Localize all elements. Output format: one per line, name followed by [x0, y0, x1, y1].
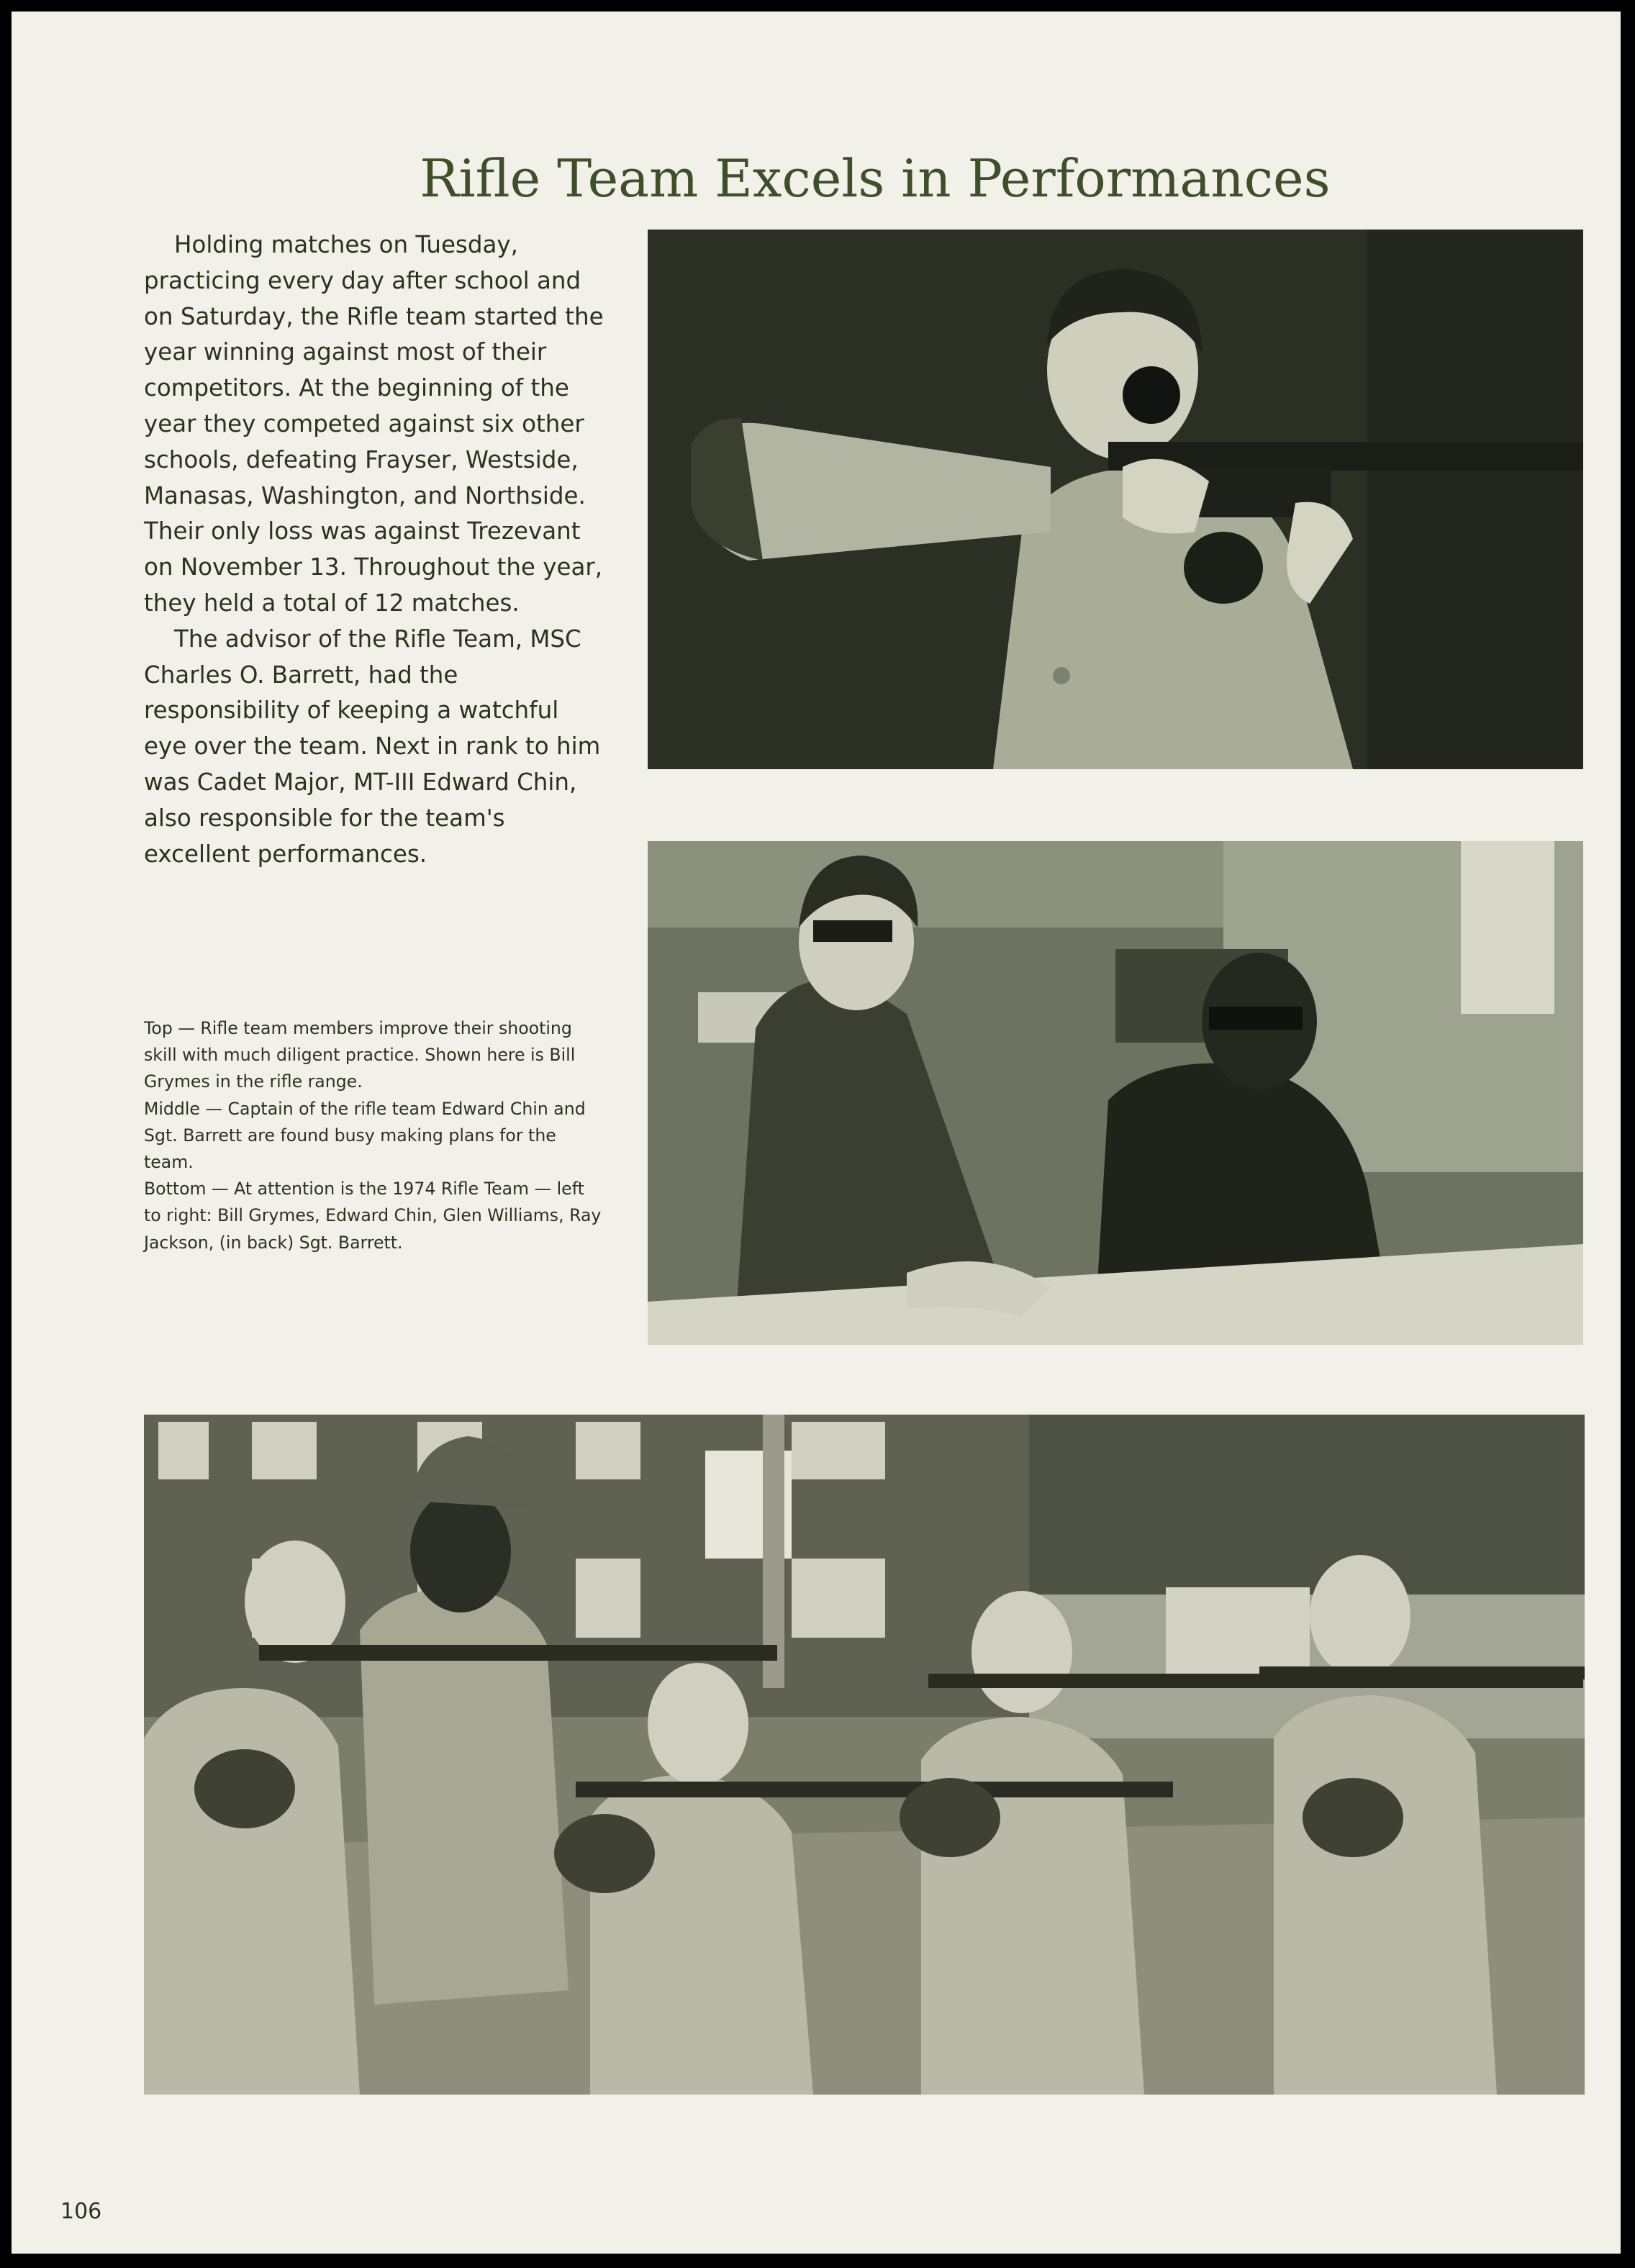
caption-bottom: Bottom — At attention is the 1974 Rifle Team — left to right: Bill Grymes, Edward Chin, Glen Williams, Ray Jackson, (in back) Sgt. Barrett. — [144, 1179, 602, 1253]
photo-planning-session — [648, 841, 1583, 1345]
photo-shooter-illustration — [648, 230, 1583, 769]
caption-middle: Middle — Captain of the rifle team Edward Chin and Sgt. Barrett are found busy making plans for the team. — [144, 1098, 586, 1173]
page-title: Rifle Team Excels in Performances — [420, 148, 1331, 209]
photo-team-illustration — [144, 1415, 1585, 2095]
photo-team-at-attention — [144, 1415, 1585, 2095]
caption-top: Top — Rifle team members improve their shooting skill with much diligent practice. Shown here is Bill Grymes in the rifle range. — [144, 1018, 576, 1092]
photo-shooter-aiming — [648, 230, 1583, 769]
article-paragraph: Holding matches on Tuesday, practicing every day after school and on Saturday, the Rifle team started the year winning against most of their competitors. At the beginning of the year they competed against six other schools, defeating Frayser, Westside, Manasas, Washington, and Northside. Their only loss was against Trezevant on November 13. Throughout the year, they held a total of 12 matches. — [144, 231, 604, 617]
page-number: 106 — [60, 2199, 102, 2224]
article-paragraph: The advisor of the Rifle Team, MSC Charles O. Barrett, had the responsibility of keeping a watchful eye over the team. Next in rank to him was Cadet Major, MT-III Edward Chin, also responsible for the team's excellent performances. — [144, 625, 601, 868]
article-body — [144, 227, 604, 872]
yearbook-page — [12, 12, 1621, 2254]
photo-captions — [144, 1015, 604, 1256]
photo-planning-illustration — [648, 841, 1583, 1345]
